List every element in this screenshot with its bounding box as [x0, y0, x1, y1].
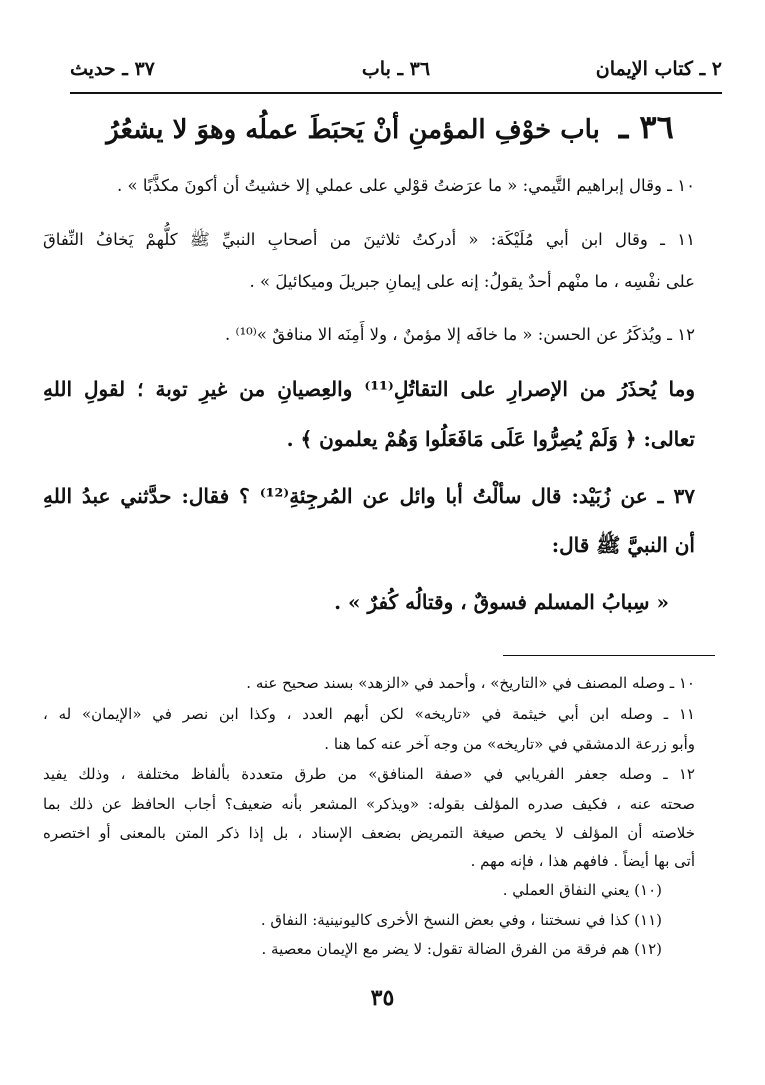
endnote-10: (١٠) يعني النفاق العملي .: [502, 881, 662, 899]
hadith-37-line-1: ٣٧ ـ عن زُبَيْد: قال سألْتُ أبا وائل عن المُرجِئةِ⁽¹²⁾ ؟ فقال: حدَّثني عبدُ اللهِ: [43, 484, 695, 508]
footnote-12-line-4: أتى بها أيضاً . فافهم هذا ، فإنه مهم .: [470, 852, 695, 870]
footnote-divider: [503, 655, 715, 656]
footnote-11-line-1: ١١ ـ وصله ابن أبي خيثمة في «تاريخه» لكن أبهم العدد ، وكذا ابن نصر في «الإيمان» له ،: [43, 705, 695, 723]
page-number: ٣٥: [370, 985, 395, 1011]
footnote-12-line-1: ١٢ ـ وصله جعفر الفريابي في «صفة المنافق» من طرق متعددة بألفاظ مختلفة ، وذلك يفيد: [43, 765, 695, 783]
body-line-3: على نفْسِه ، ما منْهم أحدٌ يقولُ: إنه على إيمانِ جبريلَ وميكائيلَ » .: [249, 272, 695, 291]
chapter-heading: [90, 108, 690, 146]
body-line-2: ١١ ـ وقال ابن أبي مُلَيْكَة: « أدركتُ ثلاثينَ من أصحابِ النبيِّ ﷺ كلُّهمْ يَخافُ النِّفاقَ: [43, 230, 695, 249]
running-head: [70, 52, 722, 92]
footnote-12-line-2: صحته عنه ، فكيف صدره المؤلف بقوله: «ويذكر» المشعر بأنه ضعيف؟ أجاب الحافظ عن ذلك بما: [43, 795, 695, 813]
footnote-10: ١٠ ـ وصله المصنف في «التاريخ» ، وأحمد في «الزهد» بسند صحيح عنه .: [246, 674, 695, 692]
footnote-11-line-2: وأبو زرعة الدمشقي في «تاريخه» من وجه آخر عنه كما هنا .: [324, 735, 695, 753]
body-line-4: ١٢ ـ ويُذكَرُ عن الحسن: « ما خافَه إلا مؤمنٌ ، ولا أَمِنَه الا منافقٌ »⁽¹⁰⁾ .: [225, 325, 695, 344]
hadith-37-text: « سِبابُ المسلم فسوقٌ ، وقتالُه كُفرٌ » .: [334, 590, 669, 614]
running-head-hadith: ٣٧ ـ حديث: [70, 58, 155, 80]
chapter-title: باب خوْفِ المؤمنِ أنْ يَحبَطَ عملُه وهوَ لا يشعُرُ: [106, 115, 600, 145]
running-head-book: ٢ ـ كتاب الإيمان: [595, 58, 722, 80]
running-head-chapter: ٣٦ ـ باب: [361, 58, 431, 80]
footnote-12-line-3: خلاصته أن المؤلف لا يخص صيغة التمريض بضعف الإسناد ، بل إذا ذكر المتن بالمعنى أو اختصره: [43, 824, 695, 842]
header-divider: [70, 92, 722, 94]
hadith-37-line-2: أن النبيَّ ﷺ قال:: [551, 533, 695, 557]
endnote-12: (١٢) هم فرقة من الفرق الضالة تقول: لا يضر مع الإيمان معصية .: [261, 940, 662, 958]
endnote-11: (١١) كذا في نسختنا ، وفي بعض النسخ الأخرى كاليونينية: النفاق .: [260, 911, 662, 929]
body-line-5: وما يُحذَرُ من الإصرارِ على التقاتُلِ⁽¹¹⁾ والعِصيانِ من غيرِ توبة ؛ لقولِ اللهِ: [43, 377, 695, 401]
body-line-6: تعالى: ﴿ وَلَمْ يُصِرُّوا عَلَى مَافَعَلُوا وَهُمْ يعلمون ﴾ .: [286, 427, 695, 451]
body-line-1: ١٠ ـ وقال إبراهيم التَّيمي: « ما عرَضتُ قوْلي على عملي إلا خشيتُ أن أكونَ مكذَّبًا » .: [117, 176, 695, 195]
chapter-number: ٣٦ ـ: [618, 108, 674, 146]
